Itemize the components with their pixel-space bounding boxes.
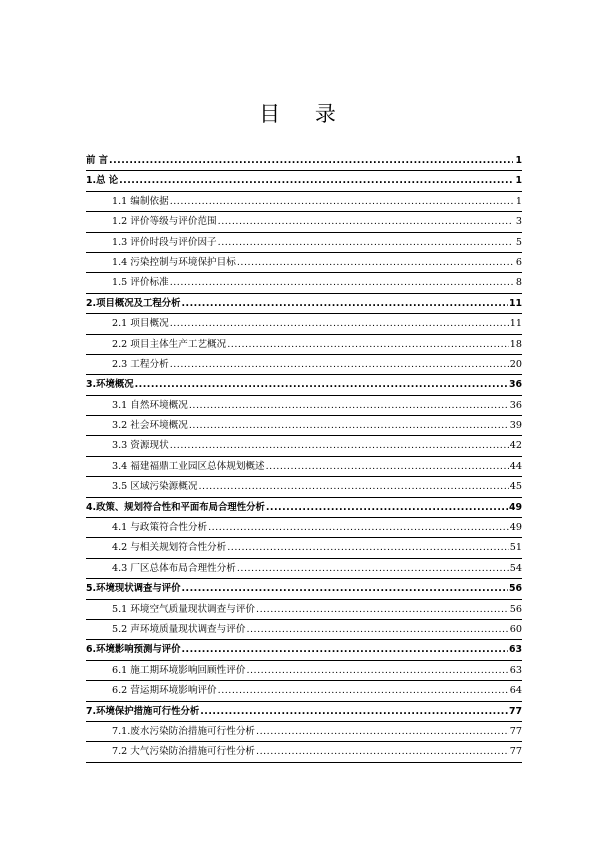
toc-title: 目 录 [259, 102, 350, 126]
toc-leader-dots [266, 498, 508, 517]
toc-page-number: 64 [509, 685, 522, 697]
toc-section-entry[interactable] [86, 538, 522, 557]
toc-page-number: 49 [508, 501, 522, 513]
toc-entry-label: 3.5 区域污染源概况 [112, 481, 198, 493]
toc-entry-label: 5.环境现状调查与评价 [86, 583, 181, 595]
toc-page-number: 5 [515, 236, 522, 248]
toc-leader-dots [181, 640, 507, 659]
toc-section-entry[interactable] [86, 192, 522, 211]
toc-section-entry[interactable] [86, 416, 522, 435]
toc-leader-dots [246, 620, 508, 639]
toc-page-number: 1 [515, 175, 522, 187]
toc-leader-dots [170, 355, 509, 374]
toc-page-number: 54 [509, 562, 522, 574]
toc-page-number: 45 [509, 481, 522, 493]
toc-entry-label: 7.环境保护措施可行性分析 [86, 705, 200, 717]
toc-entry-label: 5.1 环境空气质量现状调查与评价 [112, 603, 256, 615]
toc-leader-dots [227, 538, 509, 557]
toc-entry-label: 1.1 编制依据 [112, 195, 169, 207]
toc-section-entry[interactable] [86, 436, 522, 455]
toc-page-number: 11 [508, 297, 522, 309]
toc-chapter-entry[interactable] [86, 498, 522, 517]
toc-section-entry[interactable] [86, 396, 522, 415]
toc-leader-dots [170, 273, 513, 292]
toc-entry-label: 2.2 项目主体生产工艺概况 [112, 338, 227, 350]
toc-entry-label: 2.1 项目概况 [112, 318, 169, 330]
toc-leader-dots [256, 722, 509, 741]
toc-entry-label: 3.2 社会环境概况 [112, 420, 188, 432]
toc-section-entry[interactable] [86, 314, 522, 333]
toc-page-number: 3 [515, 216, 522, 228]
toc-chapter-entry[interactable] [86, 579, 522, 598]
toc-entry-label: 4.1 与政策符合性分析 [112, 522, 208, 534]
toc-page-number: 20 [509, 358, 522, 370]
toc-entry-label: 4.政策、规划符合性和平面布局合理性分析 [86, 501, 265, 513]
toc-entry-label: 6.环境影响预测与评价 [86, 644, 181, 656]
toc-leader-dots [119, 171, 513, 190]
toc-entry-label: 1.5 评价标准 [112, 277, 169, 289]
toc-section-entry[interactable] [86, 559, 522, 578]
table-of-contents [86, 151, 522, 763]
toc-entry-label: 1.总 论 [86, 175, 119, 187]
toc-page-number: 42 [509, 440, 522, 452]
toc-leader-dots [170, 436, 509, 455]
toc-entry-label: 5.2 声环境质量现状调查与评价 [112, 623, 246, 635]
toc-page-number: 77 [509, 725, 522, 737]
toc-leader-dots [266, 457, 509, 476]
toc-leader-dots [109, 151, 513, 170]
toc-section-entry[interactable] [86, 681, 522, 700]
toc-leader-dots [200, 702, 508, 721]
toc-section-entry[interactable] [86, 477, 522, 496]
toc-page-number: 63 [509, 664, 522, 676]
toc-section-entry[interactable] [86, 742, 522, 761]
toc-page-number: 56 [509, 603, 522, 615]
toc-chapter-entry[interactable] [86, 702, 522, 721]
toc-page-number: 60 [509, 623, 522, 635]
toc-section-entry[interactable] [86, 335, 522, 354]
toc-leader-dots [135, 375, 508, 394]
toc-entry-label: 3.4 福建福鼎工业园区总体规划概述 [112, 460, 265, 472]
toc-entry-label: 1.4 污染控制与环境保护目标 [112, 256, 236, 268]
toc-entry-label: 2.项目概况及工程分析 [86, 297, 181, 309]
toc-section-entry[interactable] [86, 253, 522, 272]
toc-section-entry[interactable] [86, 722, 522, 741]
toc-row-divider [86, 762, 522, 763]
toc-page-number: 6 [515, 256, 522, 268]
toc-entry-label: 3.1 自然环境概况 [112, 399, 188, 411]
toc-leader-dots [256, 742, 509, 761]
toc-leader-dots [246, 661, 508, 680]
toc-leader-dots [170, 314, 509, 333]
toc-page-number: 1 [515, 155, 522, 166]
toc-page-number: 56 [508, 583, 522, 595]
toc-entry-label: 1.2 评价等级与评价范围 [112, 216, 217, 228]
toc-section-entry[interactable] [86, 273, 522, 292]
toc-leader-dots [237, 253, 513, 272]
toc-leader-dots [227, 335, 509, 354]
toc-entry-label: 4.3 厂区总体布局合理性分析 [112, 562, 236, 574]
toc-section-entry[interactable] [86, 212, 522, 231]
toc-chapter-entry[interactable] [86, 375, 522, 394]
toc-leader-dots [181, 294, 507, 313]
toc-page-number: 77 [508, 705, 522, 717]
toc-entry-label: 2.3 工程分析 [112, 358, 169, 370]
toc-page-number: 36 [509, 399, 522, 411]
toc-page-number: 11 [509, 318, 522, 330]
toc-leader-dots [218, 212, 513, 231]
toc-chapter-entry[interactable] [86, 151, 522, 170]
toc-chapter-entry[interactable] [86, 640, 522, 659]
toc-page-number: 49 [509, 522, 522, 534]
toc-entry-label: 4.2 与相关规划符合性分析 [112, 542, 227, 554]
toc-chapter-entry[interactable] [86, 171, 522, 190]
toc-section-entry[interactable] [86, 620, 522, 639]
toc-leader-dots [198, 477, 508, 496]
toc-section-entry[interactable] [86, 233, 522, 252]
toc-page-number: 39 [509, 420, 522, 432]
toc-entry-label: 6.2 营运期环境影响评价 [112, 685, 217, 697]
toc-entry-label: 1.3 评价时段与评价因子 [112, 236, 217, 248]
toc-leader-dots [181, 579, 507, 598]
toc-page-number: 44 [509, 460, 522, 472]
toc-page-number: 51 [509, 542, 522, 554]
toc-page-number: 1 [515, 195, 522, 207]
toc-section-entry[interactable] [86, 518, 522, 537]
toc-leader-dots [189, 416, 509, 435]
toc-entry-label: 6.1 施工期环境影响回顾性评价 [112, 664, 246, 676]
toc-leader-dots [218, 233, 513, 252]
toc-entry-label: 3.3 资源现状 [112, 440, 169, 452]
toc-section-entry[interactable] [86, 355, 522, 374]
toc-section-entry[interactable] [86, 600, 522, 619]
toc-page-number: 18 [509, 338, 522, 350]
toc-leader-dots [237, 559, 509, 578]
toc-page-number: 63 [508, 644, 522, 656]
toc-leader-dots [170, 192, 513, 211]
toc-leader-dots [189, 396, 509, 415]
toc-section-entry[interactable] [86, 457, 522, 476]
toc-section-entry[interactable] [86, 661, 522, 680]
toc-entry-label: 3.环境概况 [86, 379, 134, 391]
toc-leader-dots [218, 681, 509, 700]
toc-entry-label: 7.2 大气污染防治措施可行性分析 [112, 746, 256, 758]
toc-entry-label: 前 言 [86, 155, 109, 166]
toc-page-number: 77 [509, 746, 522, 758]
toc-page-number: 36 [508, 379, 522, 391]
toc-chapter-entry[interactable] [86, 294, 522, 313]
toc-entry-label: 7.1.废水污染防治措施可行性分析 [112, 725, 256, 737]
toc-leader-dots [256, 600, 509, 619]
toc-page-number: 8 [515, 277, 522, 289]
toc-leader-dots [208, 518, 509, 537]
